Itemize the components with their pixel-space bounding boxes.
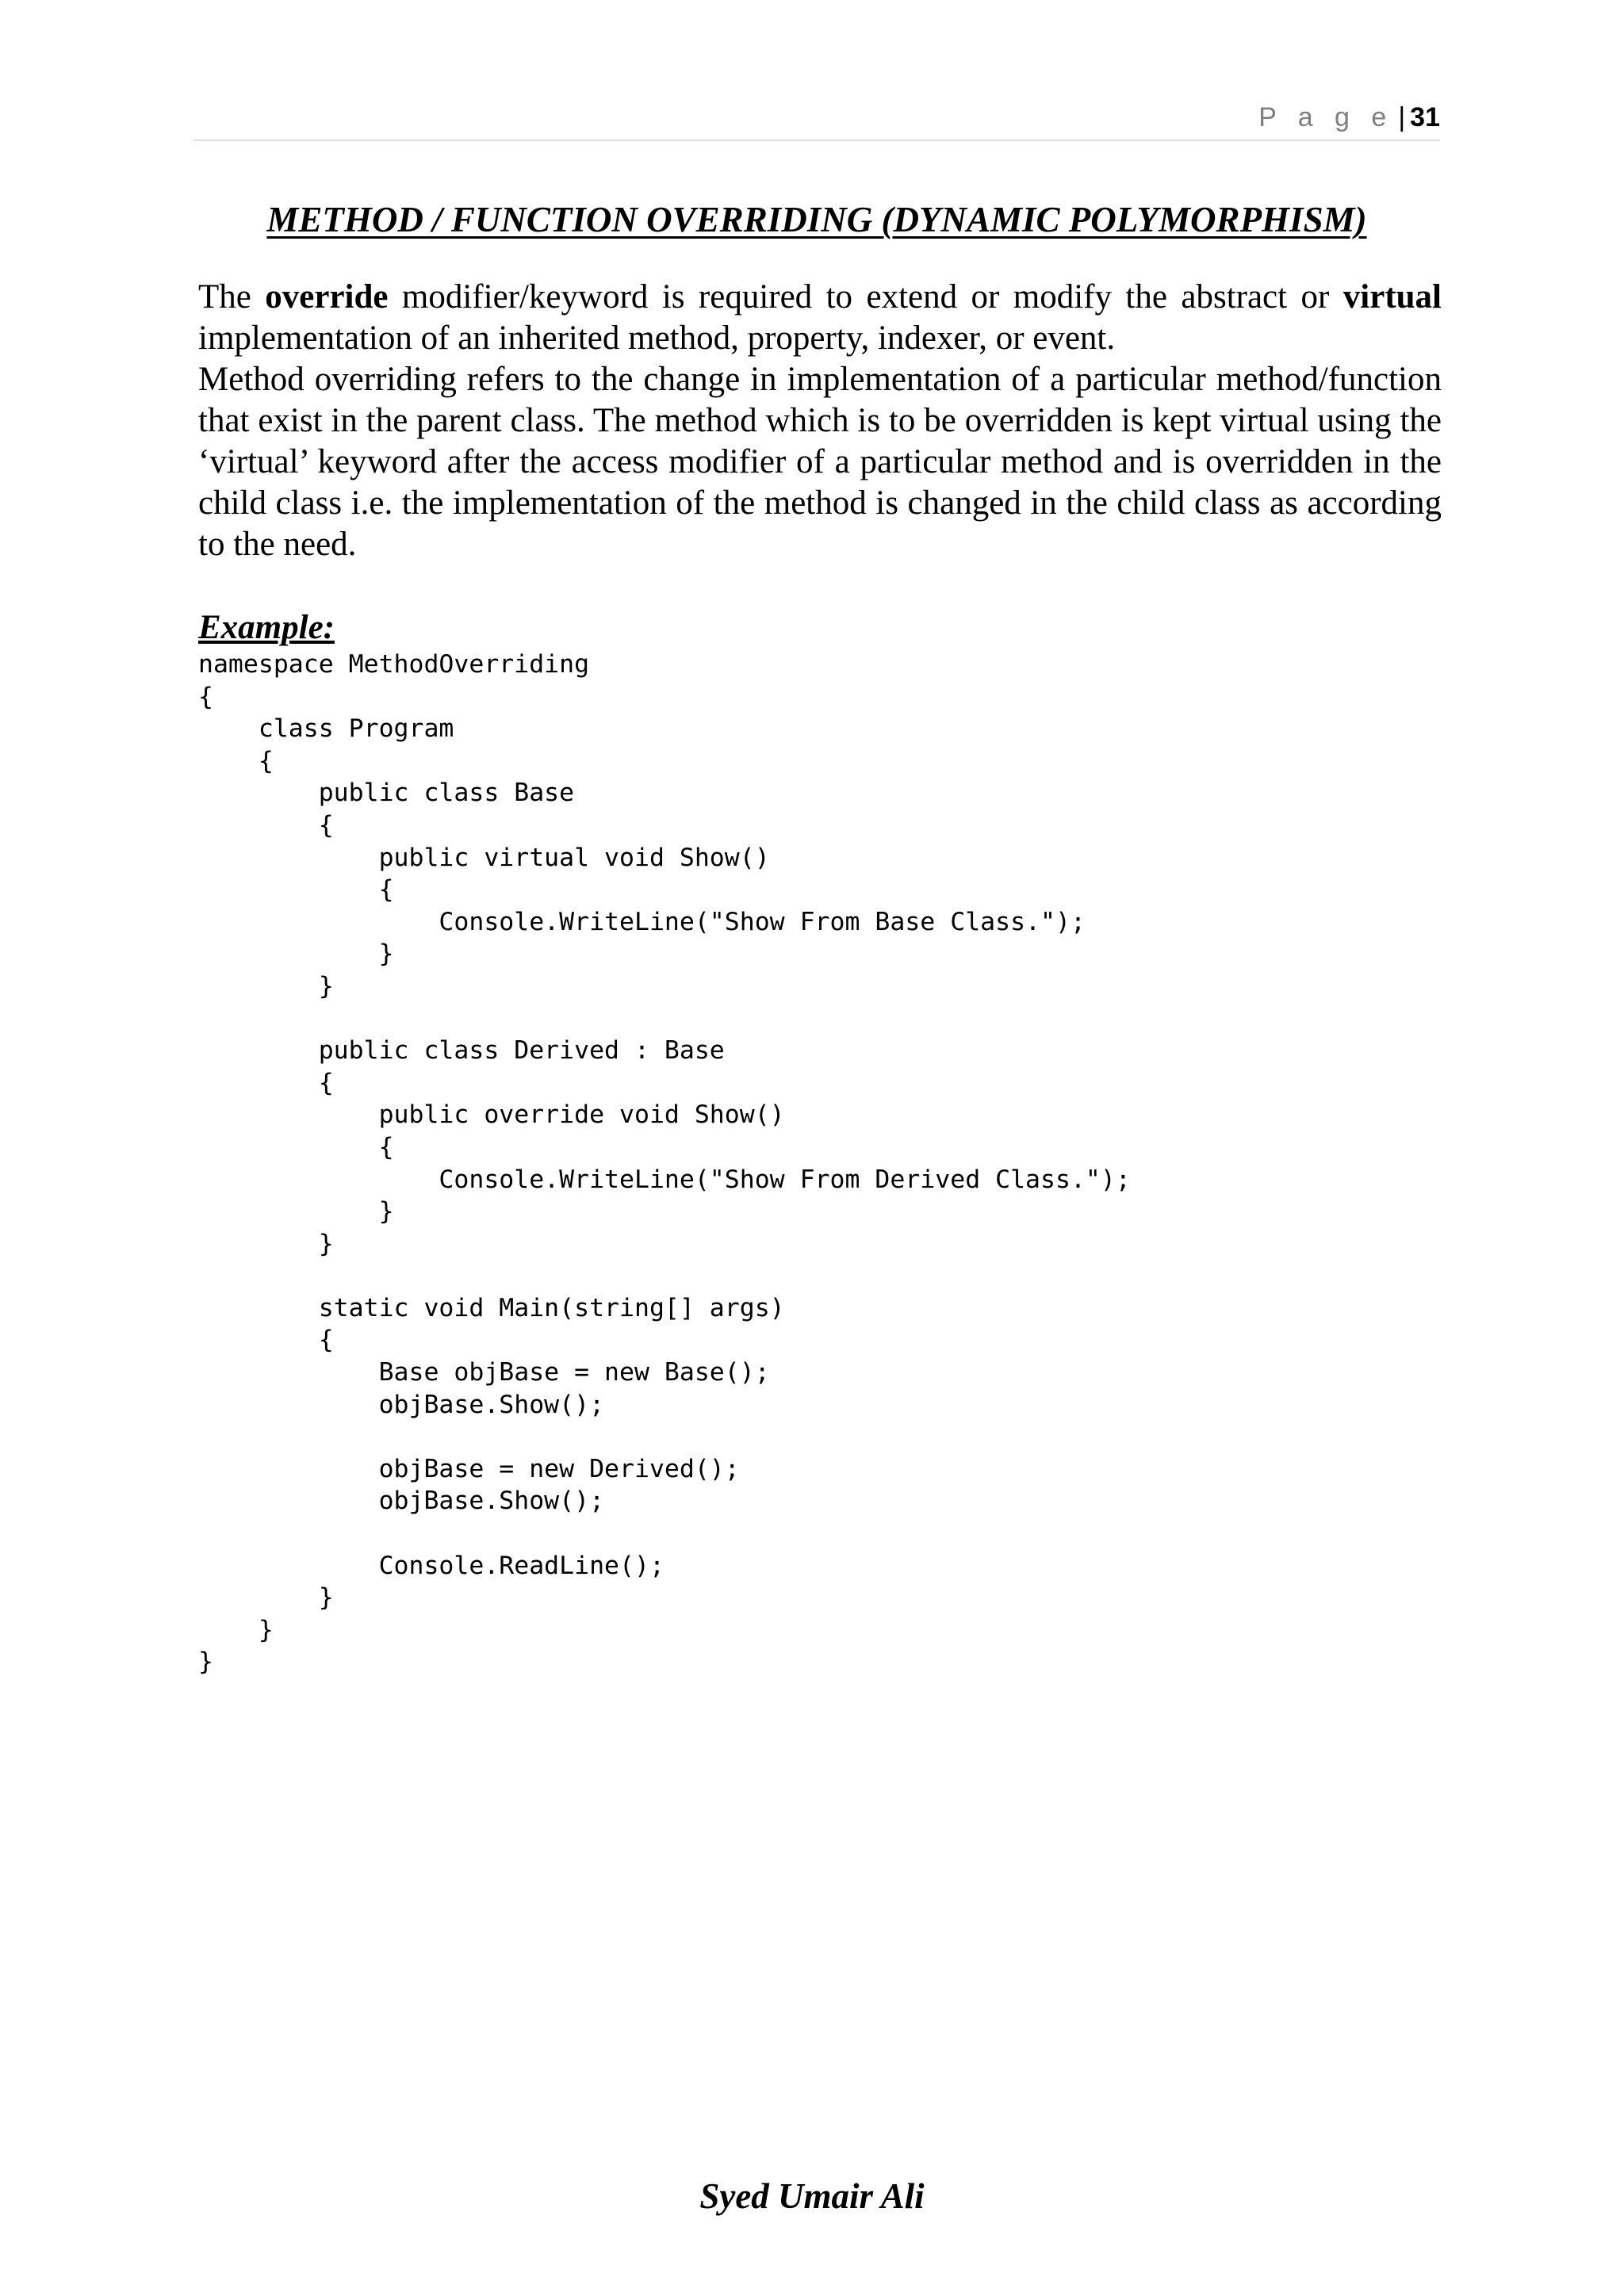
override-keyword: override — [265, 278, 389, 316]
code-line: } — [198, 1583, 334, 1613]
page-label: P a g e — [1258, 102, 1394, 132]
intro-text-2: modifier/keyword is required to extend or modify the abstract or — [388, 278, 1343, 316]
code-line: { — [198, 1132, 394, 1161]
code-line: Base objBase = new Base(); — [198, 1358, 770, 1387]
intro-paragraph — [198, 277, 1442, 359]
code-line: Console.ReadLine(); — [198, 1551, 665, 1580]
code-line: } — [198, 1197, 394, 1226]
code-line: { — [198, 746, 274, 775]
code-line — [198, 1003, 1131, 1035]
virtual-keyword: virtual — [1342, 278, 1442, 316]
code-line: } — [198, 939, 394, 969]
code-line: { — [198, 810, 334, 840]
intro-text-3: implementation of an inherited method, property, indexer, or event. — [198, 320, 1116, 357]
author-footer: Syed Umair Ali — [699, 2176, 925, 2216]
code-line: } — [198, 1647, 213, 1677]
section-title: METHOD / FUNCTION OVERRIDING (DYNAMIC POLYMORPHISM) — [266, 200, 1367, 239]
code-block — [198, 649, 1131, 1678]
code-line: namespace MethodOverriding — [198, 650, 590, 679]
body-text — [198, 277, 1442, 565]
code-line: { — [198, 1068, 334, 1097]
code-line: public override void Show() — [198, 1100, 785, 1130]
code-line: public virtual void Show() — [198, 843, 770, 872]
code-line: } — [198, 971, 334, 1001]
explanation-paragraph: Method overriding refers to the change in implementation of a particular method/function that exist in the parent class. The method which is to be overridden is kept virtual using the ‘virtual’ keyword after the access modifier of a particular method and is overridden in the child class i.e. the implementation of the method is changed in the child class as according to the need. — [198, 361, 1442, 563]
code-line: objBase = new Derived(); — [198, 1454, 740, 1483]
page-number: 31 — [1410, 102, 1440, 132]
code-line: class Program — [198, 714, 454, 744]
page-header — [193, 98, 1440, 141]
code-line: { — [198, 1326, 334, 1355]
code-line: Console.WriteLine("Show From Derived Class."); — [198, 1165, 1131, 1194]
code-line: { — [198, 682, 213, 711]
code-line: } — [198, 1229, 334, 1258]
code-line: objBase.Show(); — [198, 1487, 605, 1516]
code-line: Console.WriteLine("Show From Base Class."); — [198, 907, 1086, 936]
code-line: } — [198, 1615, 274, 1644]
code-line: public class Base — [198, 779, 575, 808]
code-line: static void Main(string[] args) — [198, 1293, 785, 1322]
code-line — [198, 1260, 1131, 1292]
code-line: { — [198, 875, 394, 905]
example-heading: Example: — [198, 609, 335, 646]
code-line — [198, 1517, 1131, 1550]
code-line: public class Derived : Base — [198, 1036, 725, 1066]
intro-text-1: The — [198, 278, 266, 316]
code-line: objBase.Show(); — [198, 1390, 605, 1419]
page-separator: | — [1398, 102, 1406, 132]
code-line — [198, 1421, 1131, 1453]
